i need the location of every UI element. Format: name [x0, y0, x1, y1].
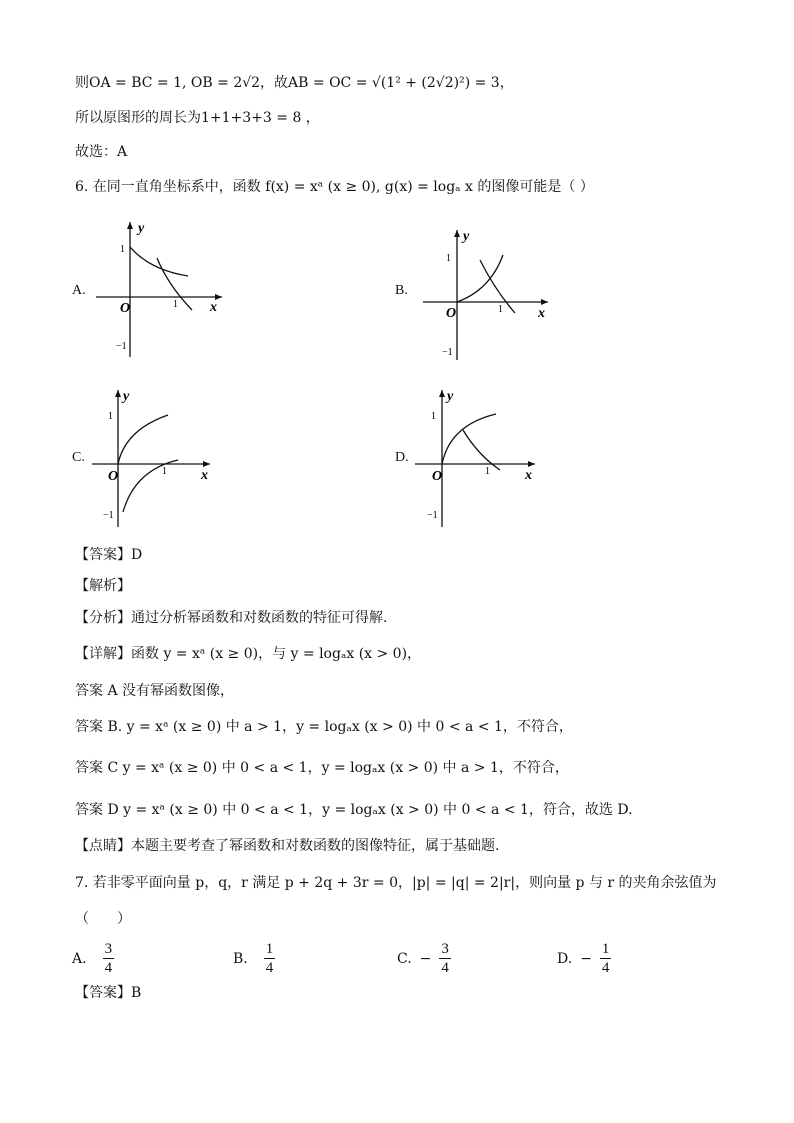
question-7-paren: （ ）	[75, 911, 131, 927]
graph-a	[96, 222, 222, 357]
graph-d-x-label: x	[525, 468, 532, 483]
q7-choice-a: A. $\frac{3}{4}$	[72, 941, 113, 976]
graph-b-tick-1x: 1	[498, 304, 503, 315]
option-c-label: C.	[72, 450, 85, 465]
option-a-label: A.	[72, 283, 86, 298]
graph-c-curve-log	[123, 460, 178, 512]
graph-d-tick-neg1: −1	[427, 510, 438, 521]
detail-option-d: 答案 D y = xᵃ (x ≥ 0) 中 0 < a < 1，y = logₐx (x > 0) 中 0 < a < 1，符合，故选 D.	[75, 802, 633, 818]
graph-b-curve-power	[457, 255, 503, 302]
option-b-label: B.	[395, 283, 408, 298]
graph-c-origin: O	[108, 469, 119, 484]
remark: 【点睛】本题主要考查了幂函数和对数函数的图像特征，属于基础题.	[75, 838, 500, 854]
graph-c-tick-1y: 1	[108, 411, 113, 422]
q7-choice-b: B. $\frac{1}{4}$	[233, 941, 274, 976]
answer-6: 【答案】D	[75, 547, 143, 563]
graph-c-curve-power	[118, 415, 168, 464]
graph-a-y-label: y	[138, 221, 145, 236]
question-6: 6. 在同一直角坐标系中，函数 f(x) = xᵃ (x ≥ 0), g(x) = logₐ x 的图像可能是（ ）	[75, 179, 594, 195]
graph-b	[423, 230, 548, 360]
solution-line-1: 则OA = BC = 1, OB = 2√2，故AB = OC = √(1² + (2√2)²) = 3，	[75, 75, 514, 91]
q7-choice-c: C. − $\frac{3}{4}$	[397, 941, 449, 976]
graph-b-y-label: y	[463, 229, 470, 244]
graph-d-tick-1x: 1	[485, 466, 490, 477]
graph-b-x-label: x	[538, 306, 545, 321]
graph-c-tick-neg1: −1	[103, 510, 114, 521]
graph-c-x-label: x	[201, 468, 208, 483]
analysis-heading: 【解析】	[75, 578, 131, 594]
detail-option-a: 答案 A 没有幂函数图像，	[75, 683, 235, 699]
q7-choice-d: D. − $\frac{1}{4}$	[557, 941, 610, 976]
solution-line-3: 故选：A	[75, 144, 128, 160]
graph-a-tick-1x: 1	[173, 299, 178, 310]
detail-option-c: 答案 C y = xᵃ (x ≥ 0) 中 0 < a < 1，y = logₐx (x > 0) 中 a > 1，不符合，	[75, 760, 569, 776]
graph-d-tick-1y: 1	[431, 411, 436, 422]
option-d-label: D.	[395, 450, 409, 465]
graph-a-origin: O	[120, 301, 131, 316]
graph-c-tick-1x: 1	[162, 466, 167, 477]
analysis-summary: 【分析】通过分析幂函数和对数函数的特征可得解.	[75, 610, 388, 626]
answer-7: 【答案】B	[75, 985, 142, 1001]
graph-a-tick-neg1: −1	[116, 341, 127, 352]
graph-b-origin: O	[446, 306, 457, 321]
detail-line: 【详解】函数 y = xᵃ (x ≥ 0)，与 y = logₐx (x > 0)，	[75, 646, 422, 662]
graph-a-x-label: x	[210, 300, 217, 315]
graph-c-y-label: y	[123, 389, 130, 404]
question-7: 7. 若非零平面向量 p，q，r 满足 p + 2q + 3r = 0，|p| = |q| = 2|r|，则向量 p 与 r 的夹角余弦值为	[75, 875, 717, 891]
graph-d-origin: O	[432, 469, 443, 484]
solution-line-2: 所以原图形的周长为1+1+3+3 = 8 ，	[75, 110, 320, 126]
graph-b-tick-neg1: −1	[442, 347, 453, 358]
graph-d-y-label: y	[447, 389, 454, 404]
graphs-figure	[0, 0, 794, 560]
detail-option-b: 答案 B. y = xᵃ (x ≥ 0) 中 a > 1，y = logₐx (x > 0) 中 0 < a < 1，不符合，	[75, 719, 573, 735]
graph-b-tick-1y: 1	[446, 253, 451, 264]
graph-a-tick-1y: 1	[120, 244, 125, 255]
